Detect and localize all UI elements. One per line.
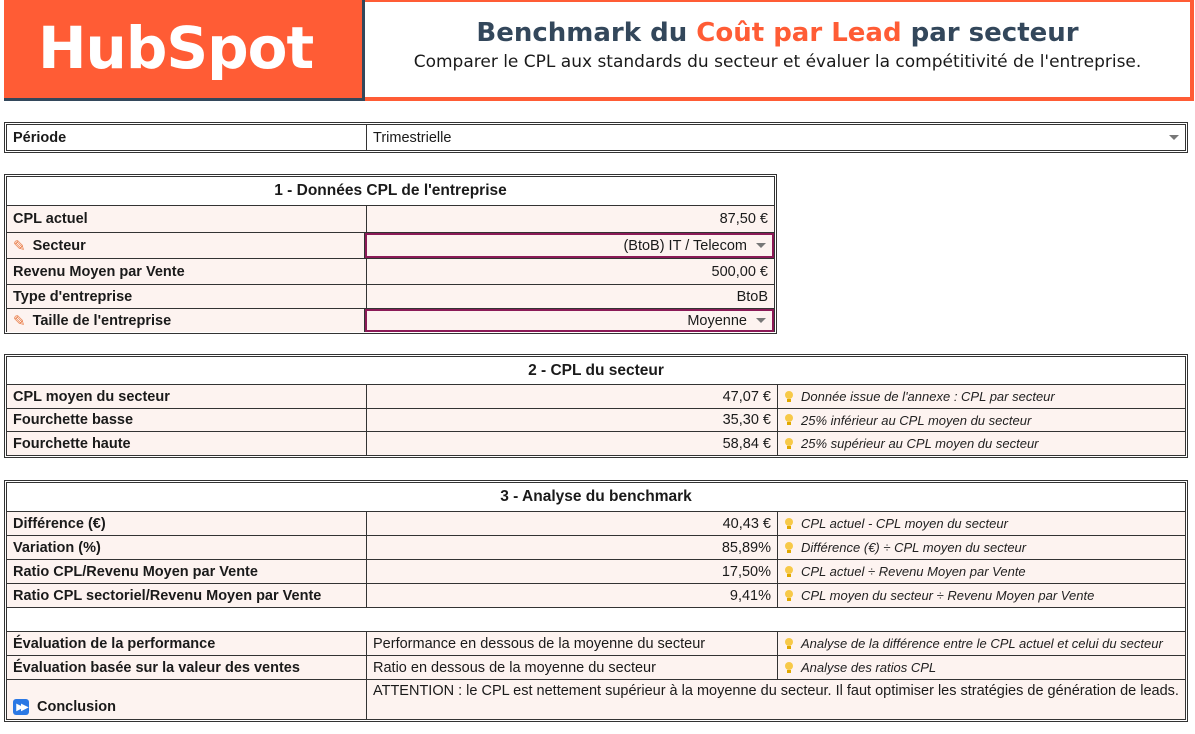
section1-table <box>4 174 777 334</box>
conclusion-text: ATTENTION : le CPL est nettement supérieur à la moyenne du secteur. Il faut optimiser les stratégies de génération de leads. <box>373 683 1179 699</box>
lightbulb-icon <box>784 566 794 578</box>
chevron-down-icon[interactable] <box>756 318 766 323</box>
table-row: Type d'entreprise BtoB <box>7 284 774 308</box>
lightbulb-icon <box>784 438 794 450</box>
secteur-dropdown[interactable]: (BtoB) IT / Telecom <box>365 233 774 258</box>
table-row: Ratio CPL sectoriel/Revenu Moyen par Vente 9,41% CPL moyen du secteur ÷ Revenu Moyen par Vente <box>7 583 1185 607</box>
lightbulb-icon <box>784 638 794 650</box>
taille-dropdown[interactable]: Moyenne <box>365 309 774 332</box>
pencil-icon: ✎ <box>13 312 26 330</box>
table-row: CPL moyen du secteur 47,07 € Donnée issue de l'annexe : CPL par secteur <box>7 384 1185 408</box>
chevron-down-icon[interactable] <box>756 243 766 248</box>
pencil-icon: ✎ <box>13 237 26 255</box>
periode-dropdown[interactable] <box>367 125 1185 150</box>
lightbulb-icon <box>784 518 794 530</box>
section1-title: 1 - Données CPL de l'entreprise <box>274 182 507 199</box>
chevron-down-icon[interactable] <box>1169 135 1179 140</box>
table-row: Fourchette basse 35,30 € 25% inférieur au CPL moyen du secteur <box>7 408 1185 431</box>
lightbulb-icon <box>784 590 794 602</box>
spacer-row <box>7 607 1185 631</box>
periode-table <box>4 122 1188 153</box>
lightbulb-icon <box>784 414 794 426</box>
conclusion-row: ▶▶ Conclusion ATTENTION : le CPL est nettement supérieur à la moyenne du secteur. Il faut optimiser les stratégies de génération de leads. <box>7 679 1185 719</box>
fast-forward-icon: ▶▶ <box>13 699 29 715</box>
section3-table <box>4 480 1188 722</box>
lightbulb-icon <box>784 662 794 674</box>
table-row: CPL actuel 87,50 € <box>7 205 774 232</box>
table-row: ✎ Secteur (BtoB) IT / Telecom <box>7 232 774 258</box>
title-accent: Coût par Lead <box>696 18 902 48</box>
title-banner <box>365 0 1194 101</box>
periode-label: Période <box>7 125 367 150</box>
page-header <box>4 0 1194 101</box>
logo-text: HubSpot <box>38 14 314 82</box>
table-row: Différence (€) 40,43 € CPL actuel - CPL moyen du secteur <box>7 511 1185 535</box>
hubspot-logo <box>4 0 365 101</box>
page-title: Benchmark du Coût par Lead par secteur <box>476 18 1079 48</box>
periode-value: Trimestrielle <box>373 129 452 146</box>
table-row: Évaluation de la performance Performance en dessous de la moyenne du secteur Analyse de la différence entre le CPL actuel et celui du secteur <box>7 631 1185 655</box>
table-row: Fourchette haute 58,84 € 25% supérieur au CPL moyen du secteur <box>7 431 1185 455</box>
lightbulb-icon <box>784 391 794 403</box>
table-row: Évaluation basée sur la valeur des ventes Ratio en dessous de la moyenne du secteur Analyse des ratios CPL <box>7 655 1185 679</box>
table-row: ✎ Taille de l'entreprise Moyenne <box>7 308 774 332</box>
section2-title: 2 - CPL du secteur <box>528 361 664 379</box>
table-row: Revenu Moyen par Vente 500,00 € <box>7 258 774 284</box>
section3-title: 3 - Analyse du benchmark <box>500 488 692 505</box>
table-row: Ratio CPL/Revenu Moyen par Vente 17,50% CPL actuel ÷ Revenu Moyen par Vente <box>7 559 1185 583</box>
section2-table <box>4 354 1188 458</box>
lightbulb-icon <box>784 542 794 554</box>
page-subtitle: Comparer le CPL aux standards du secteur et évaluer la compétitivité de l'entreprise. <box>413 52 1142 72</box>
table-row: Variation (%) 85,89% Différence (€) ÷ CPL moyen du secteur <box>7 535 1185 559</box>
